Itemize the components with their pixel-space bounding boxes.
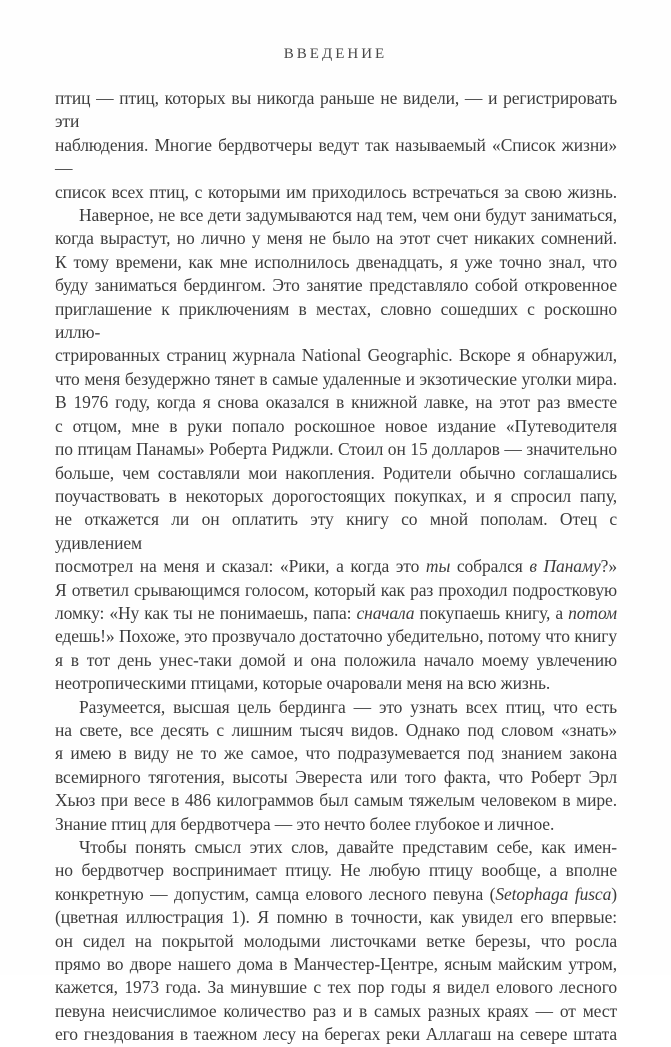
text-line: его гнездования в таежном лесу на берегах реки Аллагаш на севере штата bbox=[55, 1024, 617, 1045]
text-line: с отцом, мне в руки попало роскошное новое издание «Путеводителя bbox=[55, 415, 617, 436]
paragraph bbox=[55, 836, 617, 1047]
text-line: стрированных страниц журнала National Geographic. Вскоре я обнаружил, bbox=[55, 345, 617, 366]
text-line: Хьюз при весе в 486 килограммов был самым тяжелым человеком в мире. bbox=[55, 790, 617, 811]
text-line: список всех птиц, с которыми им приходилось встречаться за свою жизнь. bbox=[55, 181, 617, 202]
text-line: поучаствовать в некоторых дорогостоящих покупках, и я спросил папу, bbox=[55, 485, 617, 506]
text-line: прямо во дворе нашего дома в Манчестер-Центре, ясным майским утром, bbox=[55, 954, 617, 975]
text-line: Я ответил срывающимся голосом, который как раз проходил подростковую bbox=[55, 579, 617, 600]
text-line: К тому времени, как мне исполнилось двенадцать, я уже точно знал, что bbox=[55, 251, 617, 272]
text-line: ломку: «Ну как ты не понимаешь, папа: сначала покупаешь книгу, а потом bbox=[55, 602, 617, 623]
text-line: конкретную — допустим, самца елового лесного певуна (Setophaga fusca) bbox=[55, 883, 617, 904]
text-line: что меня безудержно тянет в самые удаленные и экзотические уголки мира. bbox=[55, 368, 617, 389]
text-line: неотропическими птицами, которые очаровали меня на всю жизнь. bbox=[55, 673, 551, 694]
text-line: птиц — птиц, которых вы никогда раньше не видели, — и регистрировать эти bbox=[55, 88, 617, 132]
text-line: он сидел на покрытой молодыми листочками ветке березы, что росла bbox=[55, 930, 617, 951]
paragraph bbox=[55, 696, 617, 836]
text-line: буду заниматься бердингом. Это занятие представляло собой откровенное bbox=[55, 275, 617, 296]
text-line: я в тот день унес-таки домой и она положила начало моему увлечению bbox=[55, 649, 617, 670]
chapter-header: ВВЕДЕНИЕ bbox=[283, 46, 388, 62]
text-line: не откажется ли он оплатить эту книгу со мной пополам. Отец с удивлением bbox=[55, 509, 617, 553]
paragraph bbox=[55, 204, 617, 696]
text-line: кажется, 1973 года. За минувшие с тех пор годы я видел елового лесного bbox=[55, 977, 617, 998]
text-line: я имею в виду не то же самое, что подразумевается под знанием закона bbox=[55, 743, 617, 764]
text-line: (цветная иллюстрация 1). Я помню в точности, как увидел его впервые: bbox=[55, 907, 617, 928]
text-line: посмотрел на меня и сказал: «Рики, а когда это ты собрался в Панаму?» bbox=[55, 556, 617, 577]
text-line: едешь!» Похоже, это прозвучало достаточно убедительно, потому что книгу bbox=[55, 626, 617, 647]
text-line: всемирного тяготения, высоты Эвереста или того факта, что Роберт Эрл bbox=[55, 766, 617, 787]
text-line: но бердвотчер воспринимает птицу. Не любую птицу вообще, а вполне bbox=[55, 860, 617, 881]
paragraph bbox=[55, 87, 617, 204]
text-line: на свете, все десять с лишним тысяч видов. Однако под словом «знать» bbox=[55, 719, 617, 740]
text-line: приглашение к приключениям в местах, словно сошедших с роскошно иллю- bbox=[55, 298, 617, 343]
text-line: когда вырастут, но лично у меня не было на этот счет никаких сомнений. bbox=[55, 228, 617, 249]
text-line: певуна неисчислимое количество раз и в самых разных краях — от мест bbox=[55, 1000, 617, 1021]
text-line: наблюдения. Многие бердвотчеры ведут так называемый «Список жизни» — bbox=[55, 134, 617, 179]
text-line: В 1976 году, когда я снова оказался в книжной лавке, на этот раз вместе bbox=[55, 392, 617, 413]
body-text bbox=[55, 87, 617, 1047]
text-line: Знание птиц для бердвотчера — это нечто более глубокое и личное. bbox=[55, 813, 555, 834]
text-line: Наверное, не все дети задумываются над тем, чем они будут заниматься, bbox=[79, 205, 617, 226]
text-line: больше, чем составляли мои накопления. Родители обычно соглашались bbox=[55, 462, 617, 483]
text-line: по птицам Панамы» Роберта Риджли. Стоил он 15 долларов — значительно bbox=[55, 439, 617, 460]
text-line: Чтобы понять смысл этих слов, давайте представим себе, как имен- bbox=[79, 837, 617, 857]
text-line: Разумеется, высшая цель бердинга — это узнать всех птиц, что есть bbox=[79, 696, 617, 717]
